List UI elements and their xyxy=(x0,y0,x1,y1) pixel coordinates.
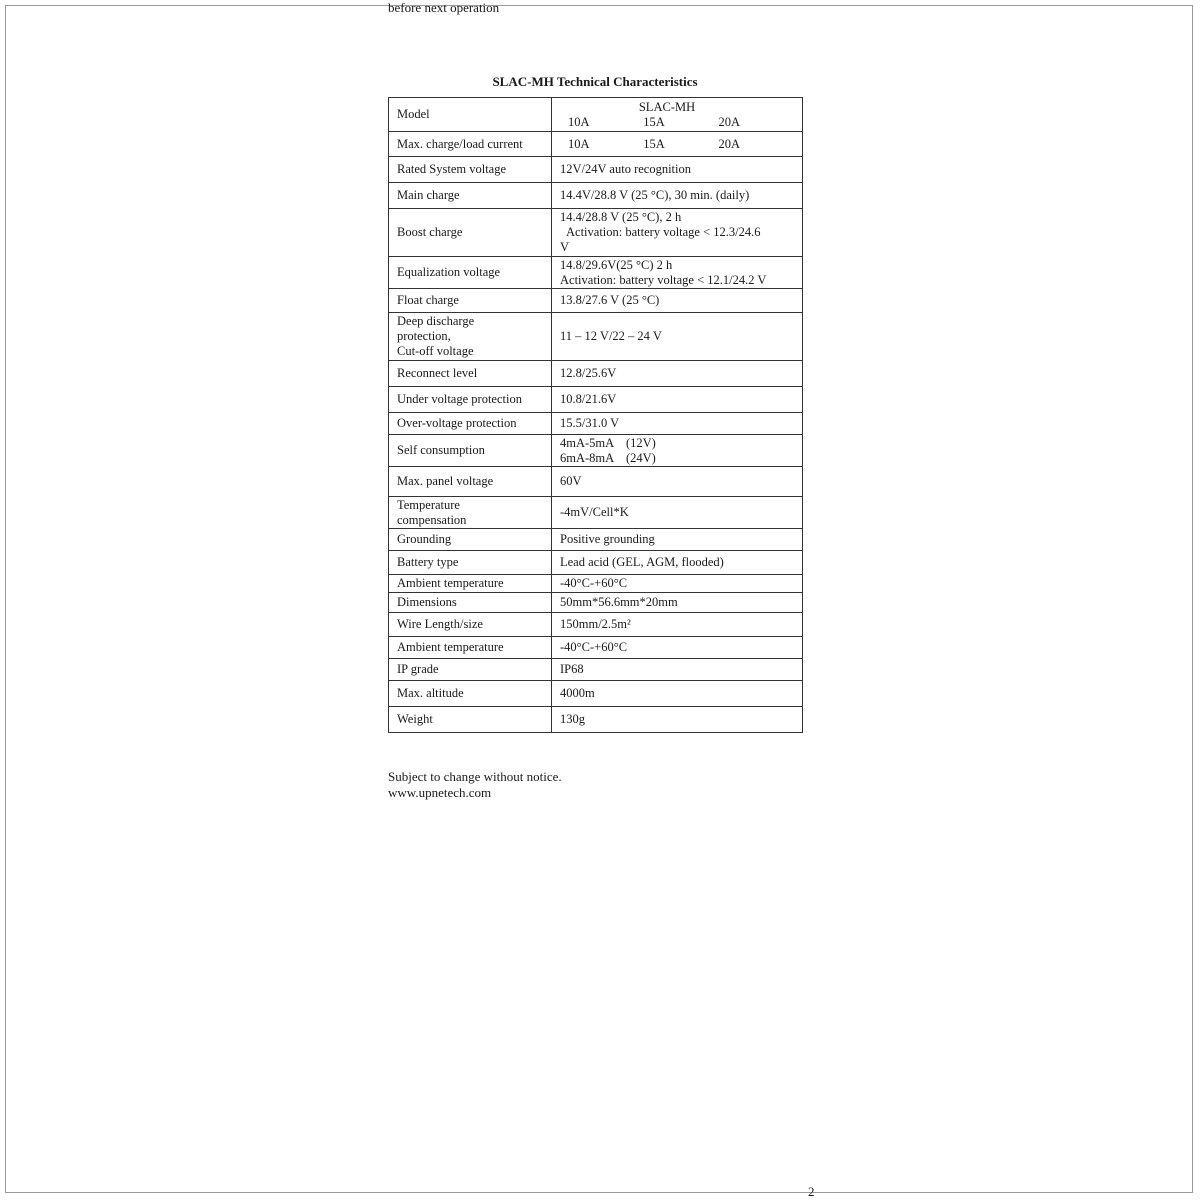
spec-value: IP68 xyxy=(552,659,803,681)
model-label: Model xyxy=(389,98,552,132)
spec-value: -40°C-+60°C xyxy=(552,637,803,659)
spec-value: Positive grounding xyxy=(552,529,803,551)
spec-value: 15.5/31.0 V xyxy=(552,413,803,435)
spec-label: Over-voltage protection xyxy=(389,413,552,435)
table-row xyxy=(389,637,803,659)
spec-value: -40°C-+60°C xyxy=(552,575,803,593)
spec-value-line: Activation: battery voltage < 12.3/24.6 xyxy=(566,225,761,239)
spec-value: 12.8/25.6V xyxy=(552,361,803,387)
spec-label: Boost charge xyxy=(389,209,552,257)
spec-label: Main charge xyxy=(389,183,552,209)
spec-value: 13.8/27.6 V (25 °C) xyxy=(552,289,803,313)
spec-value: 130g xyxy=(552,707,803,733)
spec-label: Max. altitude xyxy=(389,681,552,707)
spec-value xyxy=(552,209,803,257)
max-current-value: 20A xyxy=(718,136,740,151)
table-row xyxy=(389,681,803,707)
model-name: SLAC-MH xyxy=(638,99,696,114)
table-title: SLAC-MH Technical Characteristics xyxy=(492,74,698,89)
footer xyxy=(388,769,562,801)
table-row xyxy=(389,529,803,551)
spec-value: Lead acid (GEL, AGM, flooded) xyxy=(552,551,803,575)
model-values xyxy=(552,98,803,132)
spec-value-line: 14.8/29.6V(25 °C) 2 h xyxy=(560,257,673,272)
table-row xyxy=(389,467,803,497)
model-variants xyxy=(552,115,802,130)
page-number: 2 xyxy=(808,1184,815,1199)
table-row xyxy=(389,707,803,733)
spec-table xyxy=(388,97,803,733)
spec-label: Ambient temperature xyxy=(389,637,552,659)
spec-value xyxy=(552,257,803,289)
continuation-text: before next operation xyxy=(388,0,500,15)
table-row xyxy=(389,209,803,257)
model-variant: 10A xyxy=(568,114,590,129)
table-row xyxy=(389,361,803,387)
spec-label: IP grade xyxy=(389,659,552,681)
spec-value: -4mV/Cell*K xyxy=(552,497,803,529)
table-row xyxy=(389,435,803,467)
table-row xyxy=(389,257,803,289)
spec-label: Wire Length/size xyxy=(389,613,552,637)
spec-label: Grounding xyxy=(389,529,552,551)
table-row xyxy=(389,387,803,413)
max-current-values xyxy=(552,132,803,157)
table-row xyxy=(389,613,803,637)
spec-value-line: Activation: battery voltage < 12.1/24.2 V xyxy=(560,272,767,287)
spec-value: 10.8/21.6V xyxy=(552,387,803,413)
spec-value-line: 4mA-5mA (12V) xyxy=(560,435,656,450)
table-row xyxy=(389,289,803,313)
table-row xyxy=(389,659,803,681)
model-variant: 15A xyxy=(643,114,665,129)
website-text: www.upnetech.com xyxy=(388,785,492,800)
model-variant: 20A xyxy=(718,114,740,129)
spec-label: Float charge xyxy=(389,289,552,313)
table-row-model xyxy=(389,98,803,132)
spec-label-line: Temperature xyxy=(397,497,460,512)
spec-label: Under voltage protection xyxy=(389,387,552,413)
spec-label: Dimensions xyxy=(389,593,552,613)
spec-label: Equalization voltage xyxy=(389,257,552,289)
table-row xyxy=(389,413,803,435)
spec-value-line: 14.4/28.8 V (25 °C), 2 h xyxy=(560,210,682,224)
spec-label-line: compensation xyxy=(397,512,467,527)
table-row xyxy=(389,183,803,209)
spec-label: Max. panel voltage xyxy=(389,467,552,497)
table-row xyxy=(389,157,803,183)
max-current-value: 15A xyxy=(643,136,665,151)
table-row-max-current xyxy=(389,132,803,157)
spec-value: 4000m xyxy=(552,681,803,707)
spec-label-line: Cut-off voltage xyxy=(397,344,474,358)
table-row xyxy=(389,313,803,361)
table-row xyxy=(389,575,803,593)
spec-label: Weight xyxy=(389,707,552,733)
spec-value: 12V/24V auto recognition xyxy=(552,157,803,183)
spec-value: 50mm*56.6mm*20mm xyxy=(552,593,803,613)
change-notice: Subject to change without notice. xyxy=(388,769,562,784)
table-row xyxy=(389,593,803,613)
spec-label xyxy=(389,313,552,361)
spec-value-line: 6mA-8mA (24V) xyxy=(560,450,656,465)
max-current-label: Max. charge/load current xyxy=(389,132,552,157)
max-current-value: 10A xyxy=(568,136,590,151)
spec-label: Self consumption xyxy=(389,435,552,467)
spec-label: Reconnect level xyxy=(389,361,552,387)
spec-value: 150mm/2.5m² xyxy=(552,613,803,637)
spec-value: 14.4V/28.8 V (25 °C), 30 min. (daily) xyxy=(552,183,803,209)
spec-label-line: Deep discharge xyxy=(397,314,475,328)
table-row xyxy=(389,551,803,575)
spec-label: Battery type xyxy=(389,551,552,575)
spec-label: Rated System voltage xyxy=(389,157,552,183)
spec-value: 11 – 12 V/22 – 24 V xyxy=(552,313,803,361)
spec-label-line: protection, xyxy=(397,329,451,343)
spec-value: 60V xyxy=(552,467,803,497)
spec-value xyxy=(552,435,803,467)
spec-label xyxy=(389,497,552,529)
spec-label: Ambient temperature xyxy=(389,575,552,593)
spec-value-line: V xyxy=(560,240,570,254)
table-row xyxy=(389,497,803,529)
